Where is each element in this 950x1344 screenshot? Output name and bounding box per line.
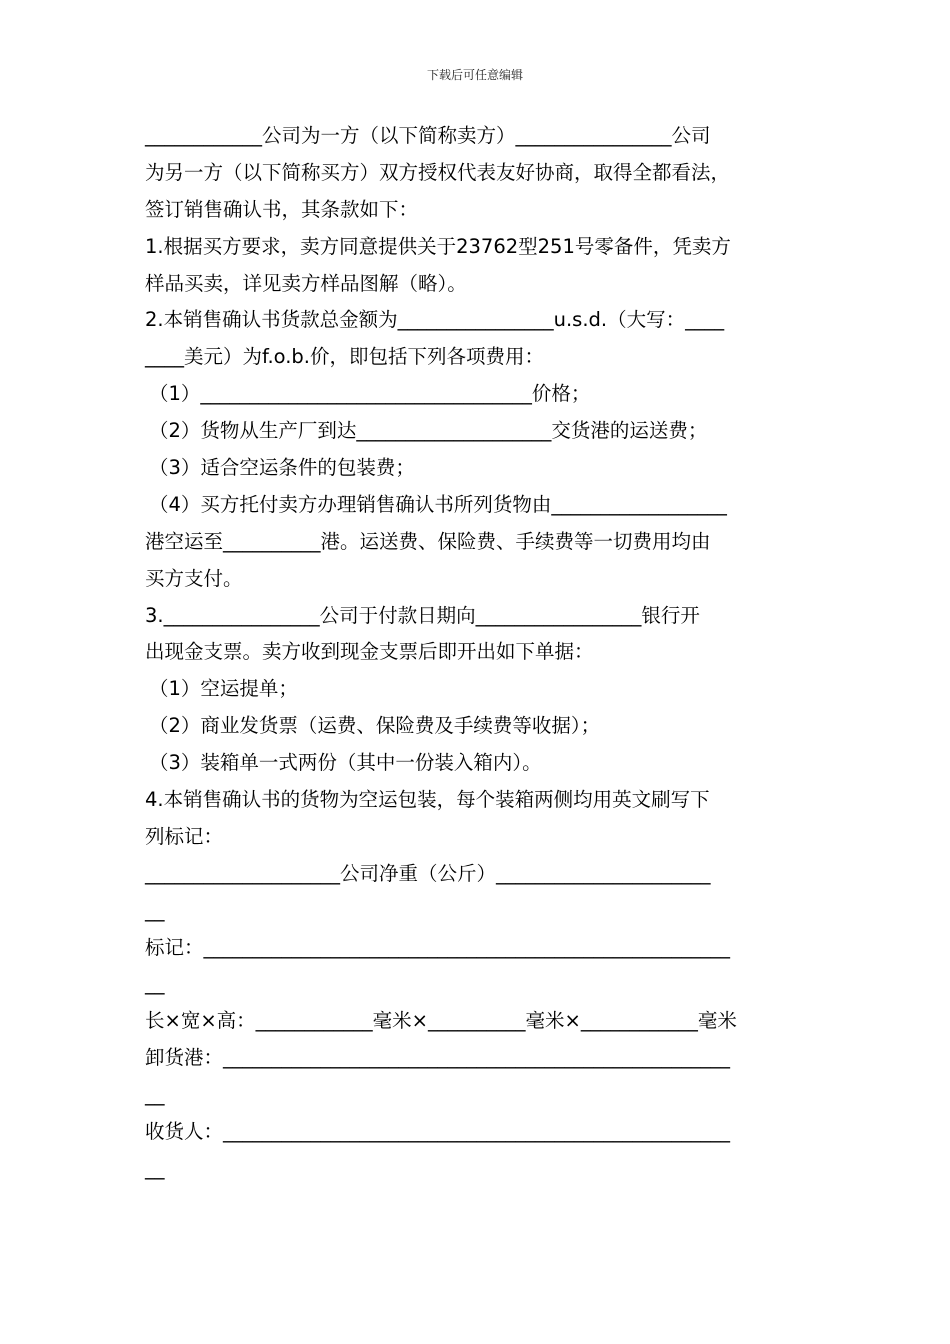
text-line: 列标记： [145,824,224,848]
sub-item-line: （1）__________________________________价格； [149,382,591,406]
clause-1-line: 1.根据买方要求，卖方同意提供关于23762型251号零备件，凭卖方 [145,234,731,258]
sub-item-line: （2）货物从生产厂到达____________________交货港的运送费； [149,419,708,443]
sub-item-line: （2）商业发货票（运费、保险费及手续费等收据）； [149,714,601,738]
dimensions-line: 长×宽×高：____________毫米×__________毫米×____________毫米 [145,1009,737,1033]
sub-item-line: （4）买方托付卖方办理销售确认书所列货物由__________________ [149,492,727,516]
consignee-line: 收货人：____________________________________________________ [145,1120,731,1144]
text-line: 样品买卖，详见卖方样品图解（略）。 [145,271,467,295]
clause-4-line: 4.本销售确认书的货物为空运包装，每个装箱两侧均用英文刷写下 [145,788,710,812]
mark-label-line: 标记：______________________________________________________ [145,935,731,959]
mark-company-weight-line: ____________________公司净重（公斤）______________________ [145,861,711,885]
text-line: 港空运至__________港。运送费、保险费、手续费等一切费用均由 [145,529,711,553]
clause-2-line: 2.本销售确认书货款总金额为________________u.s.d.（大写：____ [145,308,725,332]
discharge-port-line: 卸货港：____________________________________________________ [145,1046,731,1070]
text-line: ____美元）为f.o.b.价，即包括下列各项费用： [145,345,545,369]
sub-item-line: （3）适合空运条件的包装费； [149,456,415,480]
text-line: __ [145,1156,165,1180]
clause-3-line: 3.________________公司于付款日期向_________________银行开 [145,603,700,627]
text-line: 签订销售确认书，其条款如下： [145,197,419,221]
text-line: 买方支付。 [145,566,243,590]
text-line: 为另一方（以下简称买方）双方授权代表友好协商，取得全都看法， [145,160,731,184]
sub-item-line: （1）空运提单； [149,677,298,701]
text-line: __ [145,1083,165,1107]
page-header: 下载后可任意编辑 [426,68,523,82]
sub-item-line: （3）装箱单一式两份（其中一份装入箱内）。 [149,751,542,775]
text-line: __ [145,972,165,996]
text-line: __ [145,898,165,922]
contract-body [145,118,815,1188]
text-line: 出现金支票。卖方收到现金支票后即开出如下单据： [145,640,594,664]
text-line: ____________公司为一方（以下简称卖方）________________公司 [145,124,711,147]
